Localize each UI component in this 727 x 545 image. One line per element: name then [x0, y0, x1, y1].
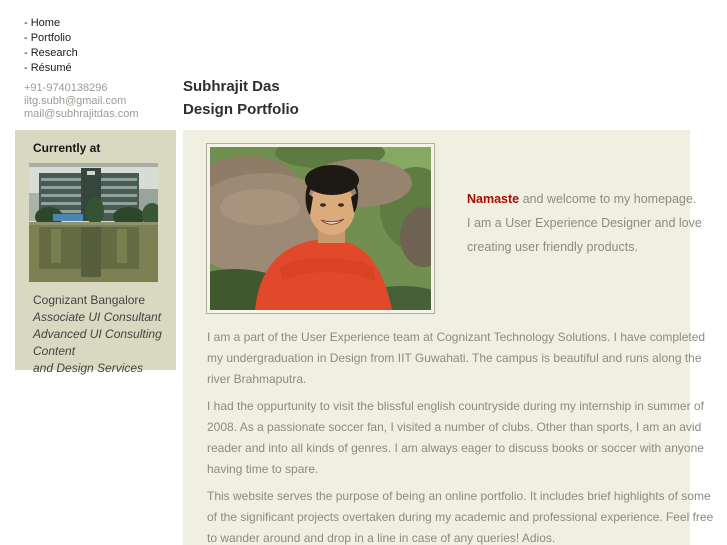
nav-item	[24, 46, 78, 61]
intro-text	[467, 187, 727, 259]
nav-link-home[interactable]: - Home	[24, 17, 61, 29]
nav-item	[24, 61, 78, 76]
intro-line2: I am a User Experience Designer and love	[467, 216, 702, 230]
intro-line3: creating user friendly products.	[467, 240, 638, 254]
office-building-photo	[29, 163, 158, 282]
namaste-highlight: Namaste	[467, 192, 520, 206]
phone-number: +91-9740138296	[24, 82, 108, 94]
content-panel	[183, 130, 714, 545]
intro-line1-rest: and welcome to my homepage.	[519, 192, 697, 206]
bio-paragraph-2: I had the oppurtunity to visit the blissful english countryside during my internship in summer of 2008. As a passionate soccer fan, I visited a number of clubs. Other than sports, I am an avid reader and into all kinds of genres. I am always eager to discuss books or soccer with anyone having time to spare.	[207, 399, 704, 476]
bio-paragraph-3: This website serves the purpose of being an online portfolio. It includes brief highlights of some of the significant projects overtaken during my academic and professional experience. Feel free to wander around and drop in a line in case of any queries! Adios.	[207, 489, 714, 545]
division-line2: and Design Services	[33, 361, 144, 375]
site-subtitle: Design Portfolio	[183, 101, 299, 118]
nav-item	[24, 16, 78, 31]
nav-link-resume[interactable]: - Résumé	[24, 62, 72, 74]
profile-photo	[206, 143, 435, 314]
current-job-info	[33, 292, 176, 377]
intro-line1	[467, 187, 727, 211]
main-nav	[24, 16, 78, 76]
contact-info	[24, 82, 139, 121]
company-name: Cognizant Bangalore	[33, 293, 146, 307]
nav-link-research[interactable]: - Research	[24, 47, 78, 59]
division-line1: Advanced UI Consulting Content	[33, 327, 162, 358]
nav-link-portfolio[interactable]: - Portfolio	[24, 32, 72, 44]
email-secondary: mail@subhrajitdas.com	[24, 108, 139, 120]
bio-paragraphs	[207, 327, 717, 545]
site-header	[183, 75, 299, 121]
email-primary: iitg.subh@gmail.com	[24, 95, 127, 107]
nav-item	[24, 31, 78, 46]
currently-at-heading: Currently at	[33, 141, 101, 155]
bio-paragraph-1: I am a part of the User Experience team at Cognizant Technology Solutions. I have completed my undergraduation in Design from IIT Guwahati. The campus is beautiful and runs along the river Brahmaputra.	[207, 330, 706, 386]
currently-at-panel	[15, 130, 176, 375]
site-title: Subhrajit Das	[183, 78, 280, 95]
job-title: Associate UI Consultant	[33, 310, 162, 324]
